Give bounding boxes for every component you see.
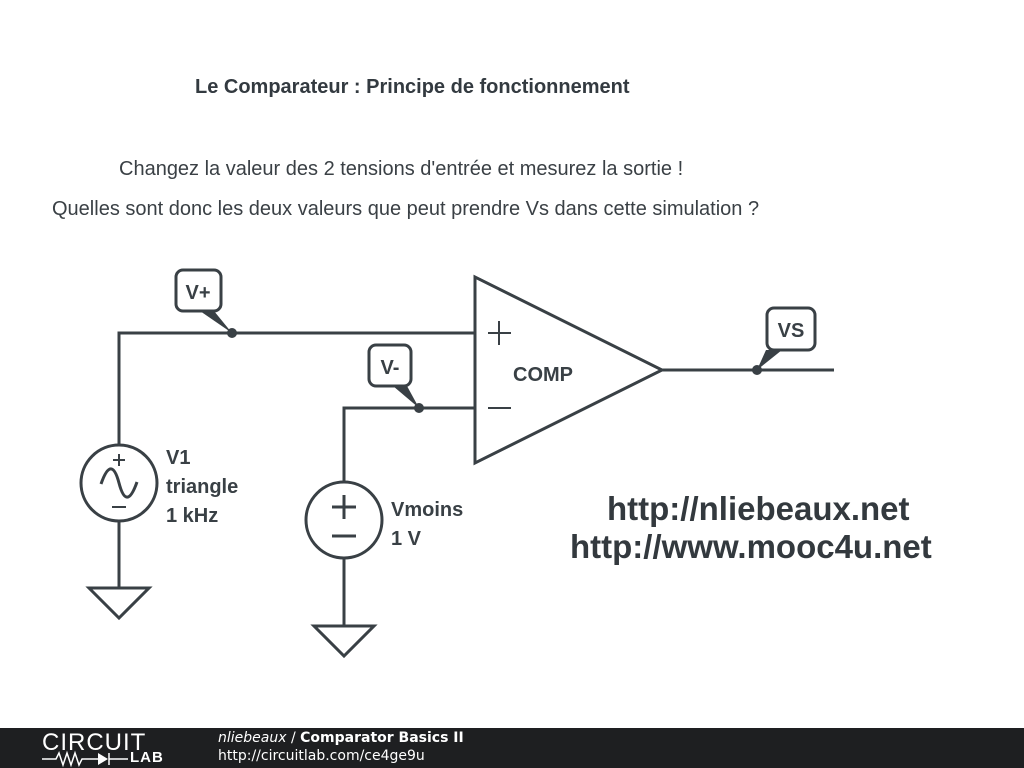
footer-author[interactable]: nliebeaux [218, 730, 287, 746]
probe-vs-label: VS [777, 320, 805, 342]
circuitlab-logo[interactable] [42, 730, 182, 766]
footer-url-link[interactable]: http://circuitlab.com/ce4ge9u [218, 748, 425, 764]
probe-vminus-label: V- [380, 357, 400, 379]
footer-circuit-title [218, 730, 464, 746]
instruction-line-1: Changez la valeur des 2 tensions d'entrée et mesurez la sortie ! [119, 158, 684, 180]
logo-text-lab: LAB [130, 749, 164, 766]
footer-separator: / [286, 730, 301, 746]
resistor-diode-icon [42, 750, 132, 768]
wire-vplus [119, 333, 475, 445]
logo-text-circuit: CIRCUIT [42, 729, 147, 756]
probe-vs[interactable] [752, 308, 815, 375]
page-title: Le Comparateur : Principe de fonctionnement [195, 76, 630, 98]
instruction-line-2: Quelles sont donc les deux valeurs que peut prendre Vs dans cette simulation ? [52, 198, 760, 220]
probe-vplus[interactable] [176, 270, 237, 338]
url-nliebeaux: http://nliebeaux.net [607, 490, 910, 527]
url-mooc4u: http://www.mooc4u.net [570, 528, 932, 565]
wire-vminus [344, 408, 475, 482]
probe-vminus[interactable] [369, 345, 424, 413]
comparator-label: COMP [513, 364, 573, 386]
ground-symbol-v1 [89, 588, 149, 618]
footer-bar [0, 728, 1024, 768]
v1-type-label: triangle [166, 476, 239, 498]
ground-symbol-vmoins [314, 626, 374, 656]
v1-name-label: V1 [166, 447, 191, 469]
vmoins-name-label: Vmoins [391, 499, 464, 521]
footer-title[interactable]: Comparator Basics II [300, 730, 464, 746]
vmoins-source[interactable] [306, 482, 382, 558]
vmoins-value-label: 1 V [391, 528, 422, 550]
probe-vplus-label: V+ [185, 282, 211, 304]
v1-freq-label: 1 kHz [166, 505, 219, 527]
v1-source[interactable] [81, 445, 157, 521]
